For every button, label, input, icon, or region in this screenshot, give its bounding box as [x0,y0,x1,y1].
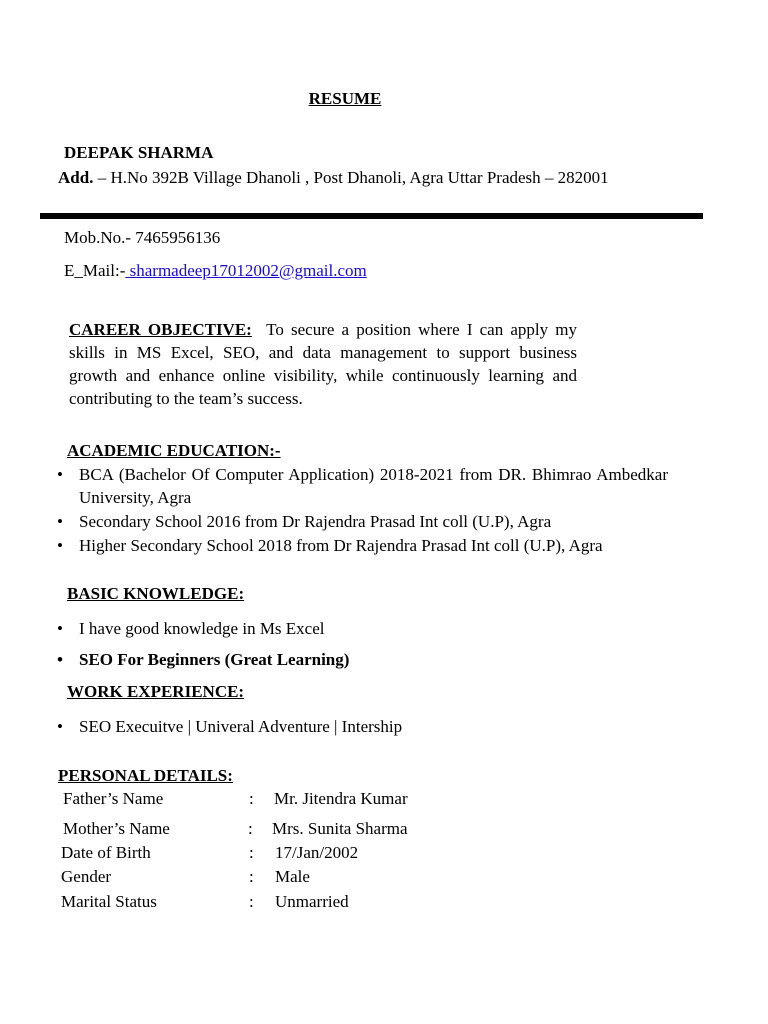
basic-knowledge-list [57,618,668,680]
personal-label: Gender [61,867,112,886]
personal-colon: : [249,789,254,808]
academic-heading: ACADEMIC EDUCATION:- [67,441,281,460]
personal-label: Date of Birth [61,843,151,862]
candidate-name: DEEPAK SHARMA [64,143,214,162]
list-item: • SEO For Beginners (Great Learning) [57,649,668,671]
basic-knowledge-heading: BASIC KNOWLEDGE: [67,584,245,603]
personal-colon: : [249,843,254,862]
personal-colon: : [248,819,253,838]
personal-label: Mother’s Name [63,819,170,838]
email-label: E_Mail:- [64,261,126,280]
list-item: • Higher Secondary School 2018 from Dr Rajendra Prasad Int coll (U.P), Agra [57,534,668,557]
career-objective-text: To secure a position where I can apply my skills in MS Excel, SEO, and data management to support business growth and enhance online visibility, while continuously learning and contributing to the team’s success. [69,320,578,408]
address-text: – H.No 392B Village Dhanoli , Post Dhanoli, Agra Uttar Pradesh – 282001 [93,168,609,187]
career-objective-heading: CAREER OBJECTIVE: [69,320,252,339]
academic-list [57,463,668,558]
list-item: • BCA (Bachelor Of Computer Application) 2018-2021 from DR. Bhimrao Ambedkar University, Agra [57,463,668,509]
resume-title: RESUME [308,89,382,108]
header-divider [40,213,703,219]
list-item: • Secondary School 2016 from Dr Rajendra Prasad Int coll (U.P), Agra [57,510,668,533]
personal-label: Marital Status [61,892,157,911]
work-experience-list [57,716,668,738]
personal-value: Mrs. Sunita Sharma [272,819,408,838]
list-item: • I have good knowledge in Ms Excel [57,618,668,640]
personal-label: Father’s Name [63,789,164,808]
personal-colon: : [249,892,254,911]
address-line [58,167,609,189]
personal-colon: : [249,867,254,886]
personal-value: Unmarried [275,892,349,911]
personal-details-heading: PERSONAL DETAILS: [58,766,233,785]
list-item: • SEO Execuitve | Univeral Adventure | Intership [57,716,668,738]
personal-value: Male [275,867,310,886]
career-objective [69,318,577,410]
mobile-number: Mob.No.- 7465956136 [64,228,221,247]
email-line [64,260,367,282]
personal-value: 17/Jan/2002 [275,843,359,862]
personal-value: Mr. Jitendra Kumar [274,789,408,808]
email-link[interactable]: sharmadeep17012002@gmail.com [125,261,367,280]
address-label: Add. [58,168,94,187]
work-experience-heading: WORK EXPERIENCE: [67,682,245,701]
